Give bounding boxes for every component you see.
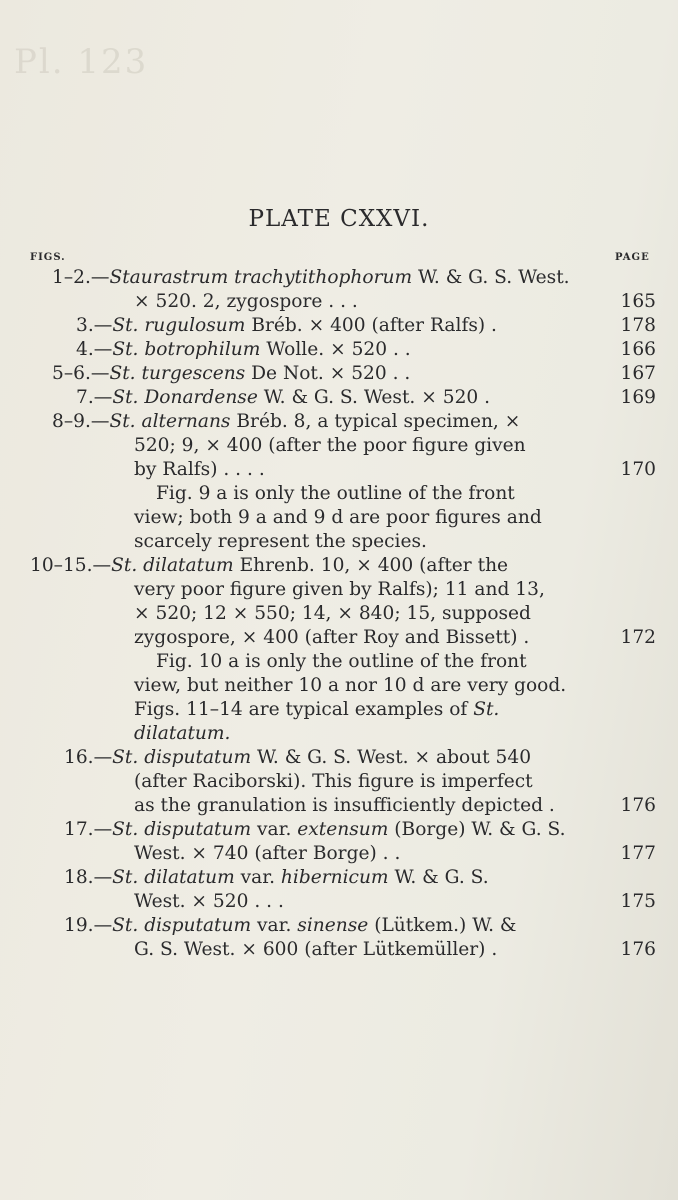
species-name: St. Donardense [112,387,258,408]
bleed-through-text: Pl. 123 [14,42,149,82]
entry-7-note-4: dilatatum. [134,723,231,744]
entry-7-note-2: view, but neither 10 a nor 10 d are very good. [134,675,567,696]
entry-4-line: 5–6.—St. turgescens De Not. × 520 . . [52,363,411,384]
entry-6-note-1: Fig. 9 a is only the outline of the front [156,483,515,504]
entry-2-line: 3.—St. rugulosum Bréb. × 400 (after Ralfs) . [76,315,497,336]
entry-7-line-2: very poor figure given by Ralfs); 11 and 13, [134,579,545,600]
entry-9-line-1: 17.—St. disputatum var. extensum (Borge) W. & G. S. [64,819,566,840]
entry-11-line-1: 19.—St. disputatum var. sinense (Lütkem.) W. & [64,915,517,936]
entry-8-line-2: (after Raciborski). This figure is imperfect [134,771,533,792]
species-name: St. disputatum [112,747,252,768]
entry-6-line-2: 520; 9, × 400 (after the poor figure given [134,435,526,456]
species-name: St. dilatatum [112,867,235,888]
entry-5-page: 169 [620,387,656,408]
entry-7-note-1: Fig. 10 a is only the outline of the front [156,651,527,672]
species-name: St. dilatatum [111,555,234,576]
species-name: St. disputatum [112,915,252,936]
entry-2-page: 178 [620,315,656,336]
species-name: St. turgescens [109,363,246,384]
entry-7-note-3: Figs. 11–14 are typical examples of St. [134,699,500,720]
entry-8-page: 176 [620,795,656,816]
page-column-header: PAGE [615,252,650,263]
entry-6-line-3: by Ralfs) . . . . [134,459,265,480]
entry-1-page: 165 [620,291,656,312]
entry-5-line: 7.—St. Donardense W. & G. S. West. × 520 . [76,387,491,408]
species-name: St. rugulosum [112,315,246,336]
entry-10-line-1: 18.—St. dilatatum var. hibernicum W. & G. S. [64,867,489,888]
entry-7-page: 172 [620,627,656,648]
entry-7-line-4: zygospore, × 400 (after Roy and Bissett) . [134,627,530,648]
entry-7-line-1: 10–15.—St. dilatatum Ehrenb. 10, × 400 (after the [30,555,509,576]
species-name: St. botrophilum [112,339,261,360]
entry-3-line: 4.—St. botrophilum Wolle. × 520 . . [76,339,411,360]
entry-6-note-2: view; both 9 a and 9 d are poor figures and [134,507,542,528]
entry-7-line-3: × 520; 12 × 550; 14, × 840; 15, supposed [134,603,531,624]
entry-8-line-3: as the granulation is insufficiently depicted . [134,795,555,816]
entry-9-line-2: West. × 740 (after Borge) . . [134,843,401,864]
entry-3-page: 166 [620,339,656,360]
species-name: St. alternans [109,411,231,432]
entry-10-line-2: West. × 520 . . . [134,891,284,912]
entry-11-line-2: G. S. West. × 600 (after Lütkemüller) . [134,939,498,960]
entry-9-page: 177 [620,843,656,864]
entry-6-line-1: 8–9.—St. alternans Bréb. 8, a typical specimen, × [52,411,521,432]
entry-10-page: 175 [620,891,656,912]
entry-1-line-1: 1–2.—Staurastrum trachytithophorum W. & G. S. West. [52,267,570,288]
entry-1-line-2: × 520. 2, zygospore . . . [134,291,358,312]
entry-6-note-3: scarcely represent the species. [134,531,427,552]
species-name: Staurastrum trachytithophorum [109,267,413,288]
species-name: St. disputatum [112,819,252,840]
entry-8-line-1: 16.—St. disputatum W. & G. S. West. × about 540 [64,747,532,768]
figs-column-header: FIGS. [30,252,66,263]
entry-6-page: 170 [620,459,656,480]
entry-11-page: 176 [620,939,656,960]
entry-4-page: 167 [620,363,656,384]
plate-title: PLATE CXXVI. [248,206,430,232]
